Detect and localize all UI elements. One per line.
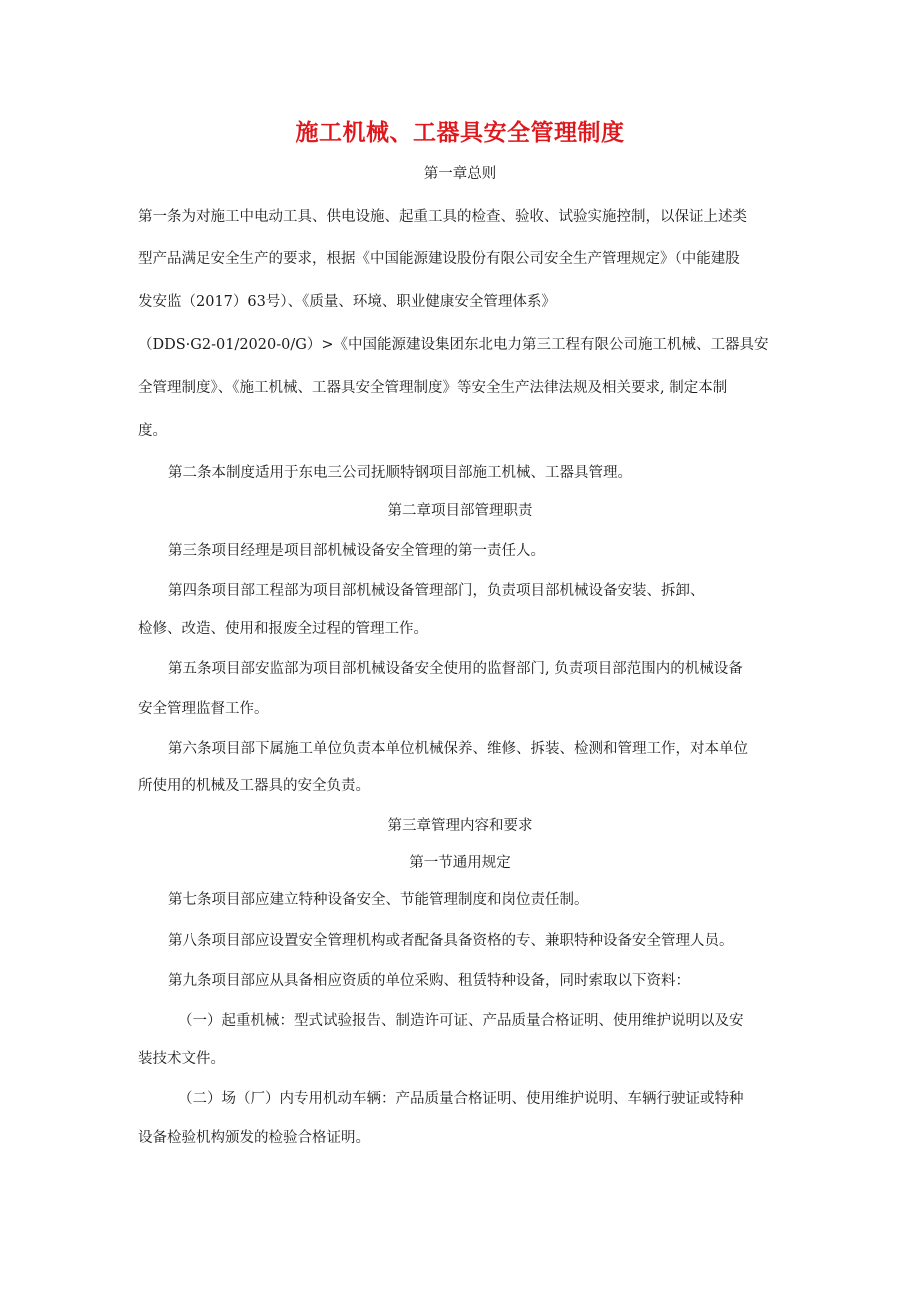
chapter-heading-2: 第二章项目部管理职责: [387, 503, 533, 519]
item-2-line-2: 设备检验机构颁发的检验合格证明。: [138, 1130, 370, 1146]
chapter-heading-3: 第三章管理内容和要求: [387, 818, 533, 834]
item-1-line-2: 装技术文件。: [138, 1051, 225, 1067]
article-6-line-2: 所使用的机械及工器具的安全负责。: [138, 778, 370, 794]
article-4-line-1: 第四条项目部工程部为项目部机械设备管理部门，负责项目部机械设备安装、拆卸、: [168, 583, 705, 599]
article-6-line-1: 第六条项目部下属施工单位负责本单位机械保养、维修、拆装、检测和管理工作，对本单位: [168, 741, 748, 757]
article-5-line-1: 第五条项目部安监部为项目部机械设备安全使用的监督部门, 负责项目部范围内的机械设备: [168, 661, 743, 677]
article-1-line-2: 型产品满足安全生产的要求，根据《中国能源建设股份有限公司安全生产管理规定》（中能建股: [138, 251, 740, 267]
item-1-line-1: （一）起重机械：型式试验报告、制造许可证、产品质量合格证明、使用维护说明以及安: [178, 1013, 744, 1029]
article-9: 第九条项目部应从具备相应资质的单位采购、租赁特种设备，同时索取以下资料：: [168, 973, 690, 989]
article-2: 第二条本制度适用于东电三公司抚顺特钢项目部施工机械、工器具管理。: [168, 465, 632, 481]
section-heading-1: 第一节通用规定: [409, 855, 511, 871]
article-1-line-5: 全管理制度》、《施工机械、工器具安全管理制度》等安全生产法律法规及相关要求, 制定本制: [138, 380, 728, 396]
article-1-line-6: 度。: [138, 423, 167, 439]
article-7: 第七条项目部应建立特种设备安全、节能管理制度和岗位责任制。: [168, 892, 589, 908]
article-1-line-3: 发安监（2017）63号）、《质量、环境、职业健康安全管理体系》: [138, 294, 556, 310]
article-8: 第八条项目部应设置安全管理机构或者配备具备资格的专、兼职特种设备安全管理人员。: [168, 933, 734, 949]
article-1-line-4: （DDS·G2-01/2020-0/G）>《中国能源建设集团东北电力第三工程有限公司施工机械、工器具安: [138, 337, 769, 353]
item-2-line-1: （二）场（厂）内专用机动车辆：产品质量合格证明、使用维护说明、车辆行驶证或特种: [178, 1091, 744, 1107]
article-4-line-2: 检修、改造、使用和报废全过程的管理工作。: [138, 621, 428, 637]
article-3: 第三条项目经理是项目部机械设备安全管理的第一责任人。: [168, 543, 545, 559]
chapter-heading-1: 第一章总则: [423, 166, 497, 182]
article-5-line-2: 安全管理监督工作。: [138, 701, 269, 717]
document-title: 施工机械、工器具安全管理制度: [295, 120, 625, 146]
article-1-line-1: 第一条为对施工中电动工具、供电设施、起重工具的检查、验收、试验实施控制，以保证上述类: [138, 209, 747, 225]
